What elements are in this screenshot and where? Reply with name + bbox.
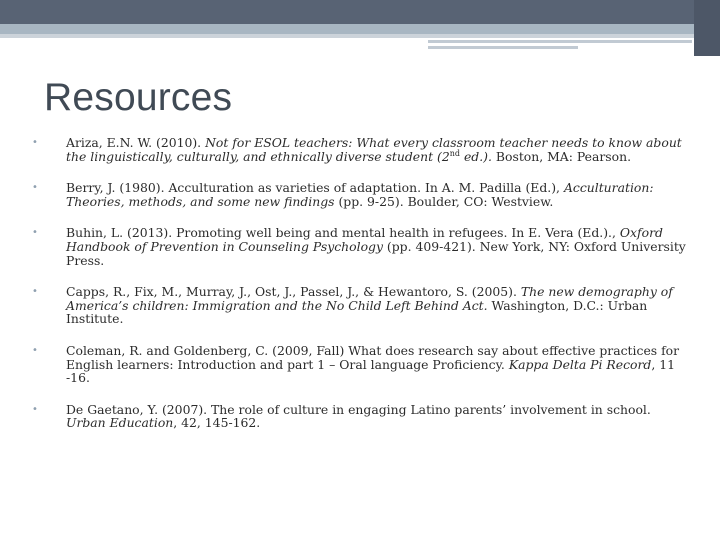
reference-title-cont: ed.).: [460, 148, 492, 164]
bullet-icon: •: [32, 227, 38, 239]
reference-publisher: Washington, D.C.: Urban Institute.: [66, 297, 648, 327]
header-accent-line: [428, 40, 692, 43]
reference-title: The new demography of America’s children: Immigration and the No Child Left Behind Act.: [66, 284, 673, 313]
reference-publisher: , 11 -16.: [66, 356, 675, 386]
reference-text: Capps, R., Fix, M., Murray, J., Ost, J., Passel, J., & Hewantoro, S. (2005).: [66, 284, 521, 300]
reference-item: [24, 136, 694, 163]
reference-title: Acculturation: Theories, methods, and some new findings: [66, 180, 654, 209]
header-accent-line-short: [428, 46, 578, 49]
reference-publisher: , 42, 145-162.: [173, 415, 261, 431]
reference-item: [24, 181, 694, 208]
reference-item: [24, 226, 694, 267]
reference-item: [24, 285, 694, 326]
bullet-icon: •: [32, 137, 38, 148]
reference-text: Ariza, E.N. W. (2010).: [66, 135, 206, 150]
reference-title: Urban Education: [66, 415, 174, 431]
header-bar-dark: [0, 0, 720, 24]
bullet-icon: •: [32, 344, 38, 356]
reference-text: De Gaetano, Y. (2007). The role of culture in engaging Latino parents’ involvement in school.: [66, 401, 651, 417]
reference-item: [24, 403, 694, 430]
header-gap: [0, 38, 428, 48]
reference-title: Not for ESOL teachers: What every classroom teacher needs to know about the linguistically, culturally, and ethnically diverse student (2: [66, 135, 682, 164]
bullet-icon: •: [32, 403, 38, 415]
reference-publisher: Boston, MA: Pearson.: [491, 148, 632, 164]
reference-text: Buhin, L. (2013). Promoting well being and mental health in refugees. In E. Vera (Ed.).,: [66, 225, 620, 241]
corner-block: [694, 0, 720, 56]
reference-text: Berry, J. (1980). Acculturation as varieties of adaptation. In A. M. Padilla (Ed.),: [66, 180, 564, 196]
slide-title: Resources: [44, 76, 233, 119]
reference-title: Kappa Delta Pi Record: [508, 356, 652, 372]
bullet-icon: •: [32, 182, 38, 194]
bullet-icon: •: [32, 286, 38, 298]
reference-list: [24, 136, 694, 430]
reference-superscript: nd: [449, 148, 461, 158]
header-bar-light: [0, 24, 720, 34]
reference-title: Oxford Handbook of Prevention in Counseling Psychology: [66, 225, 663, 254]
reference-publisher: (pp. 9-25). Boulder, CO: Westview.: [334, 193, 554, 209]
reference-text: Coleman, R. and Goldenberg, C. (2009, Fall) What does research say about effective practices for English learners: Introduction and part 1 – Oral language Proficiency.: [66, 342, 680, 372]
reference-publisher: (pp. 409-421). New York, NY: Oxford University Press.: [66, 238, 686, 268]
reference-item: [24, 344, 694, 385]
